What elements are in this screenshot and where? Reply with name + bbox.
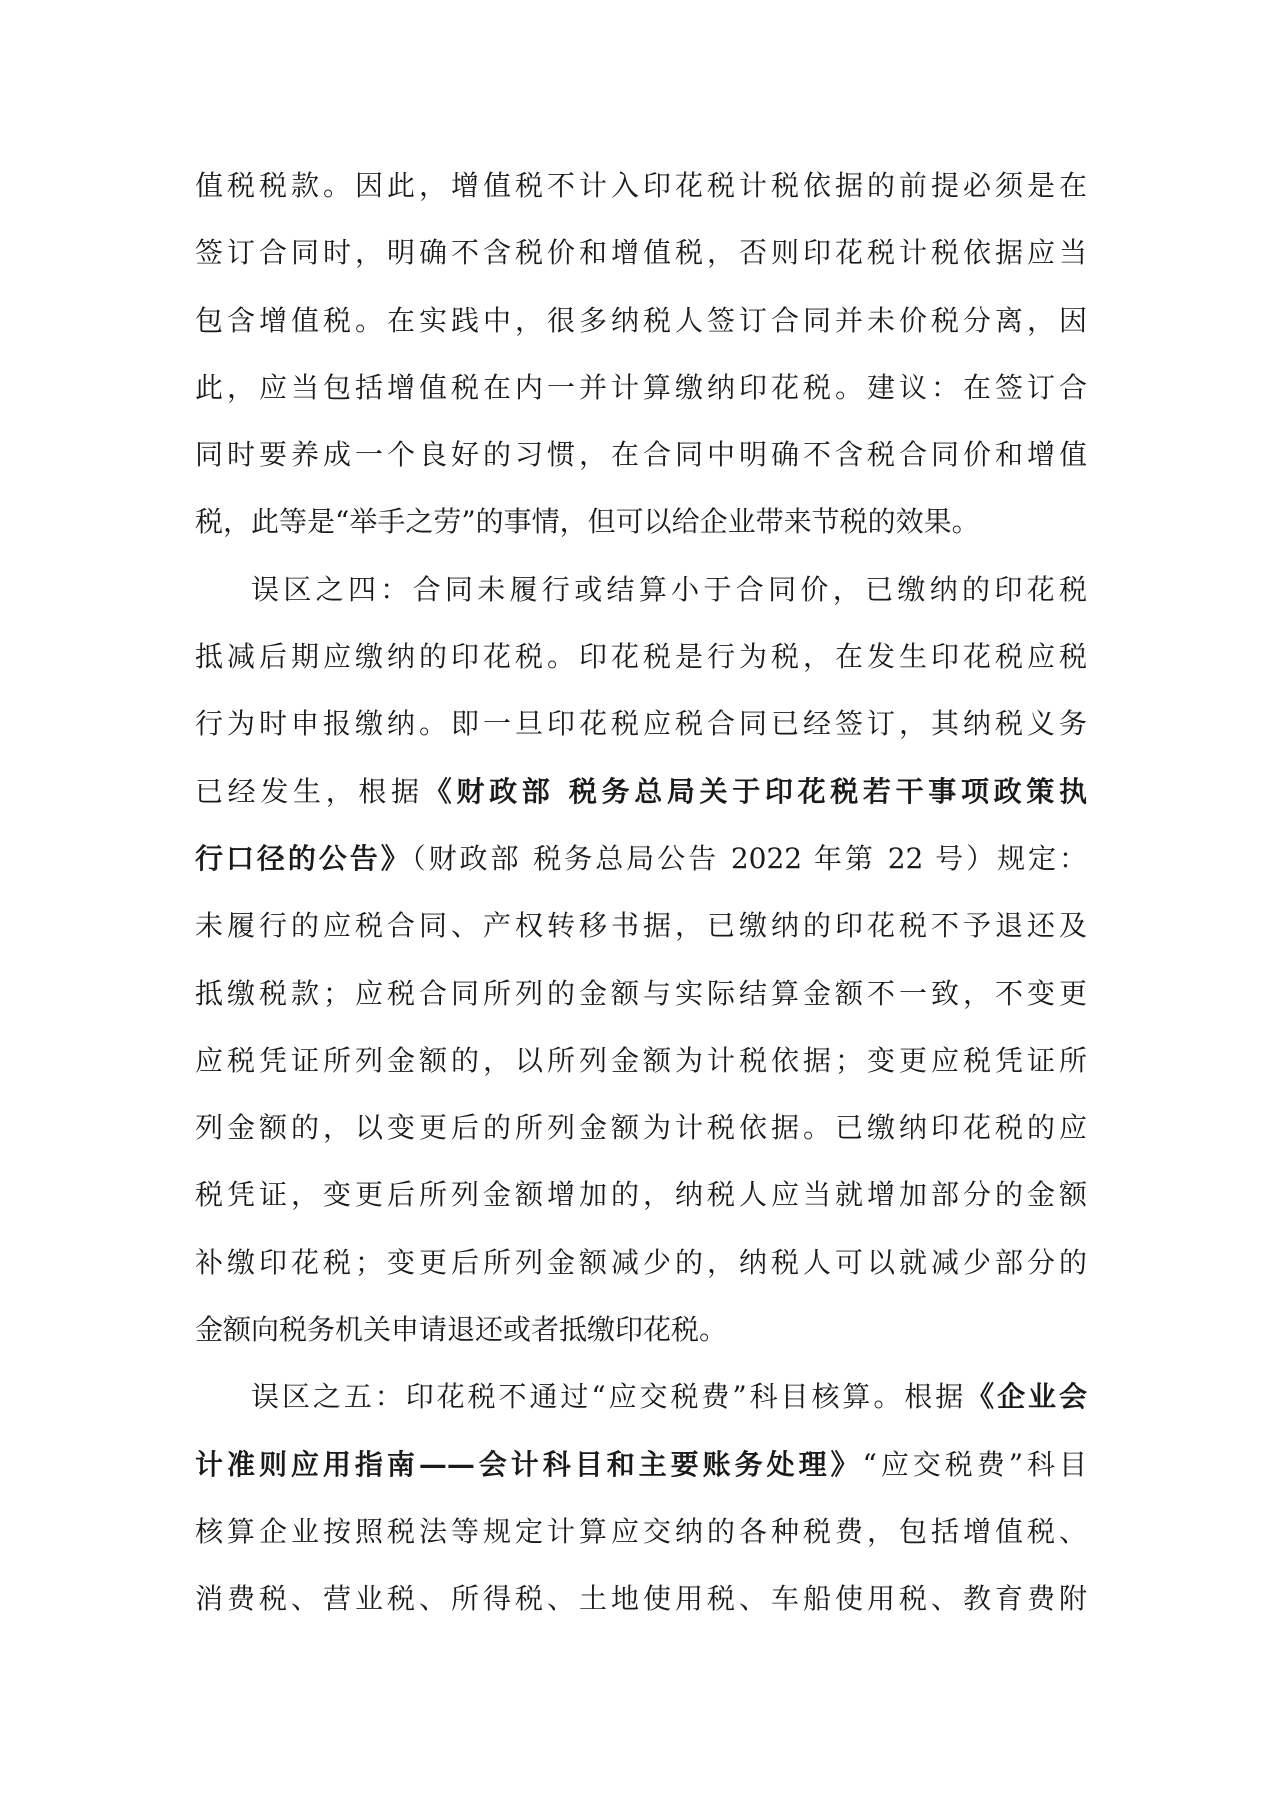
text-segment: 税凭证，变更后所列金额增加的，纳税人应当就增加部分的金额 <box>195 1178 1087 1212</box>
text-line <box>195 1229 1087 1296</box>
text-line <box>195 354 1087 421</box>
text-segment: 应税凭证所列金额的，以所列金额为计税依据；变更应税凭证所 <box>195 1043 1087 1077</box>
text-segment: 误区之四：合同未履行或结算小于合同价，已缴纳的印花税 <box>251 572 1087 606</box>
text-segment: （财政部 税务总局公告 2022 年第 22 号）规定： <box>411 841 1087 875</box>
text-segment: 已经发生，根据 <box>195 774 424 808</box>
text-line <box>195 1161 1087 1228</box>
text-segment: 税，此等是“举手之劳”的事情，但可以给企业带来节税的效果。 <box>195 505 980 539</box>
text-line <box>195 421 1087 488</box>
text-line <box>195 623 1087 690</box>
text-segment: 包含增值税。在实践中，很多纳税人签订合同并未价税分离，因 <box>195 303 1087 337</box>
text-segment: 误区之五：印花税不通过“应交税费”科目核算。根据 <box>251 1380 967 1414</box>
text-line <box>195 219 1087 286</box>
bold-text-segment: 计准则应用指南——会计科目和主要账务处理》 <box>195 1447 863 1481</box>
text-line <box>195 690 1087 757</box>
text-line <box>195 1565 1087 1632</box>
text-line <box>195 556 1087 623</box>
text-line <box>195 960 1087 1027</box>
bold-text-segment: 行口径的公告》 <box>195 841 412 875</box>
text-segment: 抵减后期应缴纳的印花税。印花税是行为税，在发生印花税应税 <box>195 640 1087 674</box>
bold-text-segment: 《企业会 <box>966 1380 1087 1414</box>
text-segment: 抵缴税款；应税合同所列的金额与实际结算金额不一致，不变更 <box>195 976 1087 1010</box>
body-text <box>195 152 1087 1633</box>
bold-text-segment: 《财政部 税务总局关于印花税若干事项政策执 <box>423 774 1087 808</box>
text-segment: 行为时申报缴纳。即一旦印花税应税合同已经签订，其纳税义务 <box>195 707 1087 741</box>
text-line <box>195 1296 1087 1363</box>
text-line <box>195 1431 1087 1498</box>
text-segment: “应交税费”科目 <box>862 1447 1087 1481</box>
text-line <box>195 152 1087 219</box>
text-line <box>195 1363 1087 1430</box>
text-segment: 核算企业按照税法等规定计算应交纳的各种税费，包括增值税、 <box>195 1514 1087 1548</box>
text-line <box>195 488 1087 555</box>
text-segment: 消费税、营业税、所得税、土地使用税、车船使用税、教育费附 <box>195 1582 1087 1616</box>
text-line <box>195 1094 1087 1161</box>
text-segment: 金额向税务机关申请退还或者抵缴印花税。 <box>195 1313 728 1347</box>
text-line <box>195 892 1087 959</box>
text-line <box>195 1498 1087 1565</box>
text-line <box>195 758 1087 825</box>
text-segment: 同时要养成一个良好的习惯，在合同中明确不含税合同价和增值 <box>195 438 1087 472</box>
text-line <box>195 825 1087 892</box>
text-segment: 签订合同时，明确不含税价和增值税，否则印花税计税依据应当 <box>195 236 1087 270</box>
text-segment: 此，应当包括增值税在内一并计算缴纳印花税。建议：在签订合 <box>195 370 1087 404</box>
text-segment: 未履行的应税合同、产权转移书据，已缴纳的印花税不予退还及 <box>195 909 1087 943</box>
text-segment: 列金额的，以变更后的所列金额为计税依据。已缴纳印花税的应 <box>195 1111 1087 1145</box>
text-segment: 补缴印花税；变更后所列金额减少的，纳税人可以就减少部分的 <box>195 1245 1087 1279</box>
text-line <box>195 287 1087 354</box>
text-line <box>195 1027 1087 1094</box>
text-segment: 值税税款。因此，增值税不计入印花税计税依据的前提必须是在 <box>195 169 1087 202</box>
